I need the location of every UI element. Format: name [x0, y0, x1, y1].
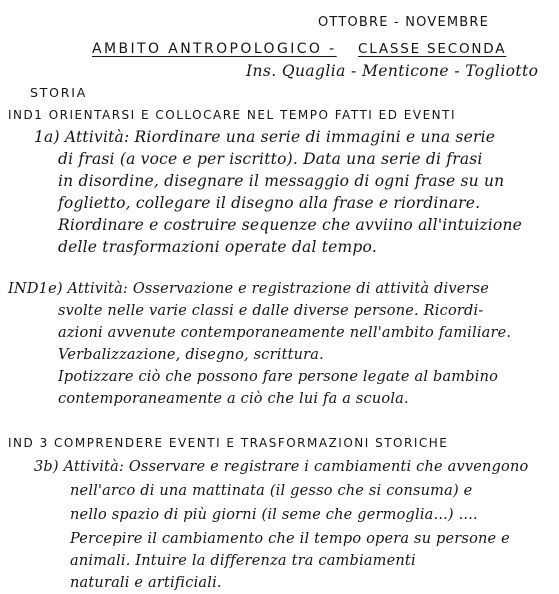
text-line: Riordinare e costruire sequenze che avviino all'intuizione — [58, 216, 522, 234]
authors-line: Ins. Quaglia - Menticone - Togliotto — [246, 62, 539, 80]
text-line: animali. Intuire la differenza tra cambiamenti — [70, 553, 416, 569]
text-line: contemporaneamente a ciò che lui fa a scuola. — [58, 391, 409, 407]
text-line: svolte nelle varie classi e dalle diverse persone. Ricordi- — [58, 303, 484, 319]
text-line: Percepire il cambiamento che il tempo opera su persone e — [70, 531, 510, 547]
ambito-title: AMBITO ANTROPOLOGICO - — [92, 41, 337, 57]
section-heading: IND1 ORIENTARSI E COLLOCARE NEL TEMPO FATTI ED EVENTI — [8, 108, 456, 122]
section-heading: IND 3 COMPRENDERE EVENTI E TRASFORMAZIONI STORICHE — [8, 436, 449, 450]
text-line: 3b) Attività: Osservare e registrare i cambiamenti che avvengono — [34, 459, 529, 475]
classe-title: CLASSE SECONDA — [358, 41, 507, 57]
text-line: nell'arco di una mattinata (il gesso che si consuma) e — [70, 483, 473, 499]
section-heading: IND1e) Attività: Osservazione e registrazione di attività diverse — [8, 281, 490, 297]
period-label: OTTOBRE - NOVEMBRE — [318, 15, 490, 30]
text-line: azioni avvenute contemporaneamente nell'ambito familiare. — [58, 325, 512, 341]
subject-label: STORIA — [30, 85, 88, 100]
text-line: in disordine, disegnare il messaggio di ogni frase su un — [58, 172, 505, 190]
text-line: di frasi (a voce e per iscritto). Data una serie di frasi — [58, 150, 483, 168]
text-line: nello spazio di più giorni (il seme che germoglia...) .... — [70, 507, 478, 523]
text-line: 1a) Attività: Riordinare una serie di immagini e una serie — [34, 128, 496, 146]
text-line: Ipotizzare ciò che possono fare persone legate al bambino — [58, 369, 499, 385]
text-line: naturali e artificiali. — [70, 575, 222, 591]
text-line: Verbalizzazione, disegno, scrittura. — [58, 347, 324, 363]
text-line: delle trasformazioni operate dal tempo. — [58, 238, 377, 256]
text-line: foglietto, collegare il disegno alla frase e riordinare. — [58, 194, 481, 212]
